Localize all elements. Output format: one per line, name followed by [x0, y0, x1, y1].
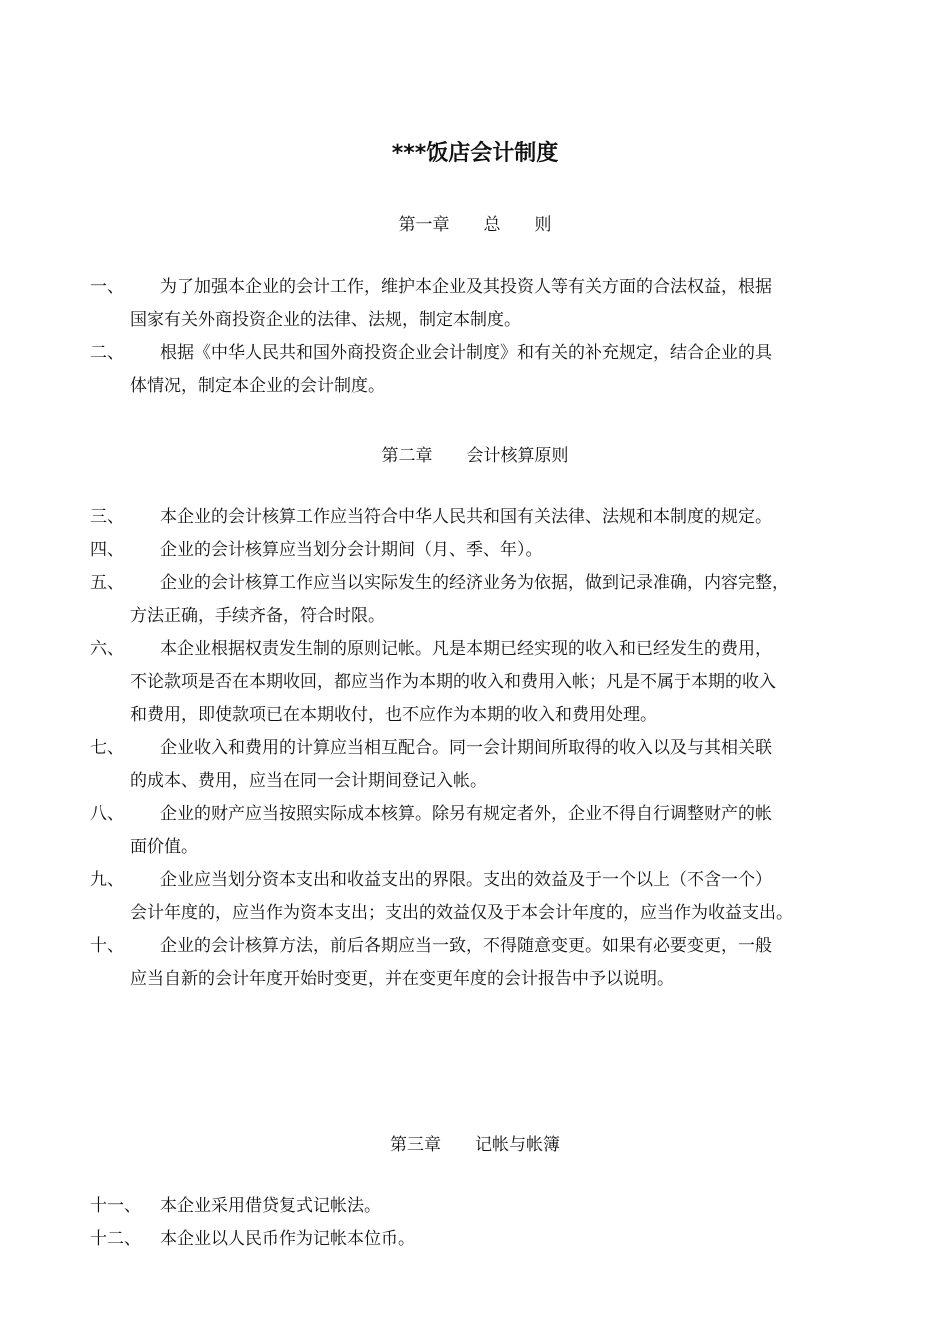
article-number: 七、 [90, 738, 124, 758]
article-line: 应当自新的会计年度开始时变更，并在变更年度的会计报告中予以说明。 [130, 969, 674, 989]
article-number: 四、 [90, 540, 124, 560]
chapter-3-heading: 第三章 记帐与帐簿 [390, 1135, 560, 1155]
article-5 [90, 567, 880, 633]
article-line: 方法正确，手续齐备，符合时限。 [130, 606, 385, 626]
article-line: 不论款项是否在本期收回，都应当作为本期的收入和费用入帐；凡是不属于本期的收入 [130, 672, 776, 692]
article-number: 九、 [90, 870, 124, 890]
article-number: 三、 [90, 507, 124, 527]
article-4 [90, 534, 880, 567]
article-line: 企业的会计核算应当划分会计期间（月、季、年）。 [160, 540, 543, 560]
article-7 [90, 732, 880, 798]
article-line: 企业的会计核算工作应当以实际发生的经济业务为依据，做到记录准确，内容完整， [160, 573, 789, 593]
article-number: 二、 [90, 343, 124, 363]
article-line: 本企业的会计核算工作应当符合中华人民共和国有关法律、法规和本制度的规定。 [160, 507, 772, 527]
article-line: 和费用，即使款项已在本期收付，也不应作为本期的收入和费用处理。 [130, 705, 657, 725]
article-line: 企业的财产应当按照实际成本核算。除另有规定者外，企业不得自行调整财产的帐 [160, 804, 772, 824]
article-line: 根据《中华人民共和国外商投资企业会计制度》和有关的补充规定，结合企业的具 [160, 343, 772, 363]
article-line: 体情况，制定本企业的会计制度。 [130, 376, 385, 396]
article-line: 会计年度的，应当作为资本支出；支出的效益仅及于本会计年度的，应当作为收益支出。 [130, 903, 793, 923]
article-3 [90, 501, 880, 534]
article-8 [90, 798, 880, 864]
article-number: 十、 [90, 936, 124, 956]
article-line: 本企业以人民币作为记帐本位币。 [160, 1229, 415, 1249]
chapter-2-heading: 第二章 会计核算原则 [381, 446, 569, 466]
article-6 [90, 633, 880, 732]
article-number: 八、 [90, 804, 124, 824]
article-line: 企业应当划分资本支出和收益支出的界限。支出的效益及于一个以上（不含一个） [160, 870, 772, 890]
article-line: 面价值。 [130, 837, 198, 857]
article-line: 的成本、费用，应当在同一会计期间登记入帐。 [130, 771, 487, 791]
article-1 [90, 271, 880, 337]
document-title: ***饭店会计制度 [391, 141, 559, 166]
article-line: 企业收入和费用的计算应当相互配合。同一会计期间所取得的收入以及与其相关联 [160, 738, 772, 758]
article-line: 国家有关外商投资企业的法律、法规，制定本制度。 [130, 310, 521, 330]
article-number: 五、 [90, 573, 124, 593]
article-11 [90, 1190, 880, 1223]
article-10 [90, 930, 880, 996]
article-9 [90, 864, 880, 930]
article-number: 一、 [90, 277, 124, 297]
article-number: 六、 [90, 639, 124, 659]
article-line: 本企业采用借贷复式记帐法。 [160, 1196, 381, 1216]
chapter-1-heading: 第一章 总 则 [398, 215, 552, 235]
article-number: 十一、 [90, 1196, 141, 1216]
article-line: 为了加强本企业的会计工作，维护本企业及其投资人等有关方面的合法权益，根据 [160, 277, 772, 297]
article-line: 企业的会计核算方法，前后各期应当一致，不得随意变更。如果有必要变更，一般 [160, 936, 772, 956]
article-2 [90, 337, 880, 403]
article-line: 本企业根据权责发生制的原则记帐。凡是本期已经实现的收入和已经发生的费用， [160, 639, 772, 659]
article-number: 十二、 [90, 1229, 141, 1249]
article-12 [90, 1223, 880, 1256]
